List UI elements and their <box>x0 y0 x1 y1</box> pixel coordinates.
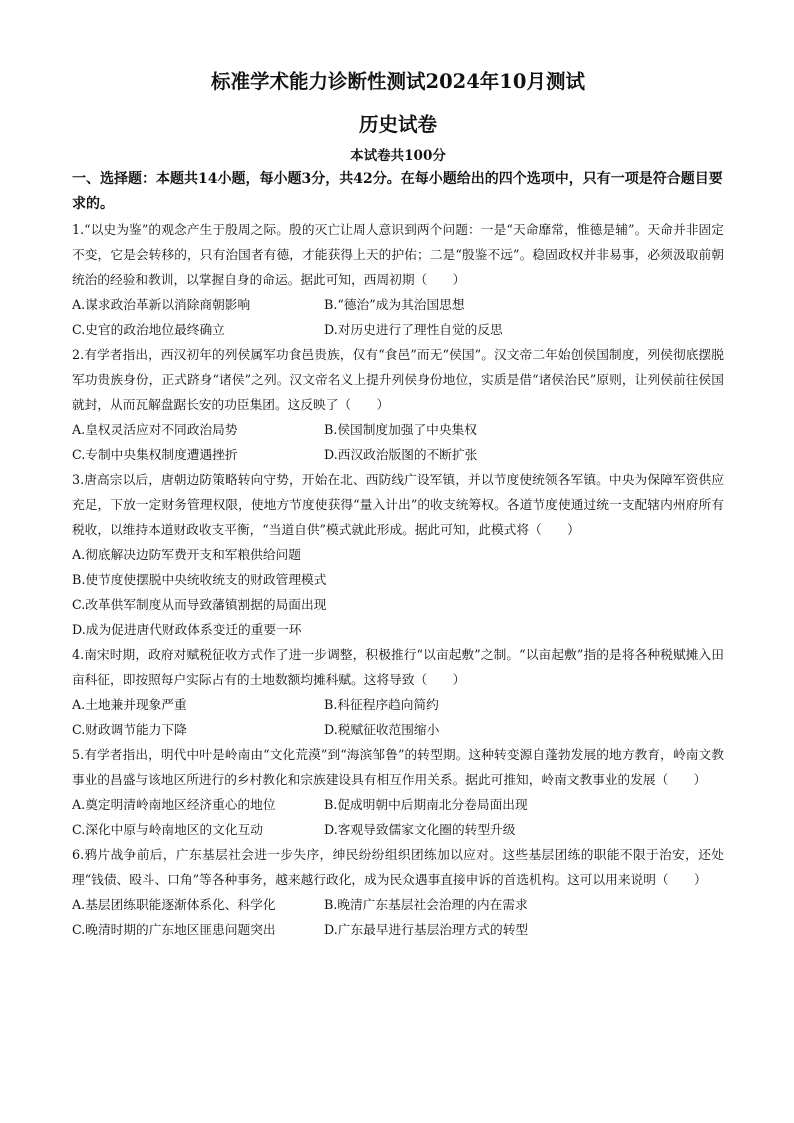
options <box>72 692 724 742</box>
option-b: B.“德治”成为其治国思想 <box>324 297 465 312</box>
options <box>72 417 724 467</box>
options <box>72 792 724 842</box>
question-stem: 1.“以史为鉴”的观念产生于殷周之际。殷的灭亡让周人意识到两个问题：一是“天命靡常，惟德是辅”。天命并非固定不变，它是会转移的，只有治国者有德，才能获得上天的护佑；二是“殷鉴不远”。稳固政权并非易事，必须汲取前朝统治的经验和教训，以掌握自身的命运。据此可知，西周初期（ ） <box>72 222 724 287</box>
options <box>72 292 724 342</box>
option-a: A.基层团练职能逐渐体系化、科学化 <box>72 897 276 912</box>
option-d: D.西汉政治版图的不断扩张 <box>324 447 478 462</box>
question-2 <box>72 342 724 467</box>
question-3 <box>72 467 724 642</box>
option-b: B.侯国制度加强了中央集权 <box>324 422 477 437</box>
question-stem: 4.南宋时期，政府对赋税征收方式作了进一步调整，积极推行“以亩起敷”之制。“以亩起敷”指的是将各种税赋摊入田亩科征，即按照每户实际占有的土地数额均摊科赋。这将导致（ ） <box>72 647 724 687</box>
option-a: A.谋求政治革新以消除商朝影响 <box>72 297 251 312</box>
option-a: A.彻底解决边防军费开支和军粮供给问题 <box>72 547 301 562</box>
option-c: C.改革供军制度从而导致藩镇割据的局面出现 <box>72 597 327 612</box>
option-b: B.晚清广东基层社会治理的内在需求 <box>324 897 528 912</box>
option-c: C.深化中原与岭南地区的文化互动 <box>72 822 263 837</box>
option-c: C.史官的政治地位最终确立 <box>72 322 225 337</box>
option-a: A.土地兼并现象严重 <box>72 697 187 712</box>
option-b: B.促成明朝中后期南北分卷局面出现 <box>324 797 528 812</box>
exam-title: 标准学术能力诊断性测试2024年10月测试 <box>211 70 585 93</box>
question-stem: 3.唐高宗以后，唐朝边防策略转向守势，开始在北、西防线广设军镇，并以节度使统领各军镇。中央为保障军资供应充足，下放一定财务管理权限，使地方节度使获得“量入计出”的收支统筹权。各道节度使通过统一支配辖内州府所有税收，以维持本道财政收支平衡，“当道自供”模式就此形成。据此可知，此模式将（ ） <box>72 472 724 537</box>
option-a: A.奠定明清岭南地区经济重心的地位 <box>72 797 276 812</box>
options <box>72 542 724 642</box>
option-c: C.财政调节能力下降 <box>72 722 187 737</box>
option-d: D.成为促进唐代财政体系变迁的重要一环 <box>72 622 302 637</box>
question-stem: 6.鸦片战争前后，广东基层社会进一步失序，绅民纷纷组织团练加以应对。这些基层团练的职能不限于治安，还处理“钱债、殴斗、口角”等各种事务，越来越行政化，成为民众遇事直接申诉的首选机构。这可以用来说明（ ） <box>72 847 724 887</box>
question-6 <box>72 842 724 942</box>
exam-page <box>72 66 724 942</box>
option-d: D.广东最早进行基层治理方式的转型 <box>324 922 529 937</box>
option-d: D.对历史进行了理性自觉的反思 <box>324 322 503 337</box>
option-b: B.科征程序趋向简约 <box>324 697 439 712</box>
option-c: C.专制中央集权制度遭遇挫折 <box>72 447 238 462</box>
option-c: C.晚清时期的广东地区匪患问题突出 <box>72 922 276 937</box>
exam-subject: 历史试卷 <box>358 113 437 136</box>
question-stem: 2.有学者指出，西汉初年的列侯属军功食邑贵族，仅有“食邑”而无“侯国”。汉文帝二年始创侯国制度，列侯彻底摆脱军功贵族身份，正式跻身“诸侯”之列。汉文帝名义上提升列侯身份地位，实质是借“诸侯治民”原则，让列侯前往侯国就封，从而瓦解盘踞长安的功臣集团。这反映了（ ） <box>72 347 724 412</box>
options <box>72 892 724 942</box>
option-b: B.使节度使摆脱中央统收统支的财政管理模式 <box>72 572 327 587</box>
question-4 <box>72 642 724 742</box>
score-note: 本试卷共100分 <box>350 148 446 164</box>
option-a: A.皇权灵活应对不同政治局势 <box>72 422 238 437</box>
section-heading: 一、选择题：本题共14小题，每小题3分，共42分。在每小题给出的四个选项中，只有一项是符合题目要求的。 <box>72 171 723 212</box>
question-stem: 5.有学者指出，明代中叶是岭南由“文化荒漠”到“海滨邹鲁”的转型期。这种转变源自蓬勃发展的地方教育，岭南文教事业的昌盛与该地区所进行的乡村教化和宗族建设具有相互作用关系。据此可推知，岭南文教事业的发展（ ） <box>72 747 724 787</box>
option-d: D.客观导致儒家文化圈的转型升级 <box>324 822 516 837</box>
question-1 <box>72 217 724 342</box>
option-d: D.税赋征收范围缩小 <box>324 722 440 737</box>
question-5 <box>72 742 724 842</box>
